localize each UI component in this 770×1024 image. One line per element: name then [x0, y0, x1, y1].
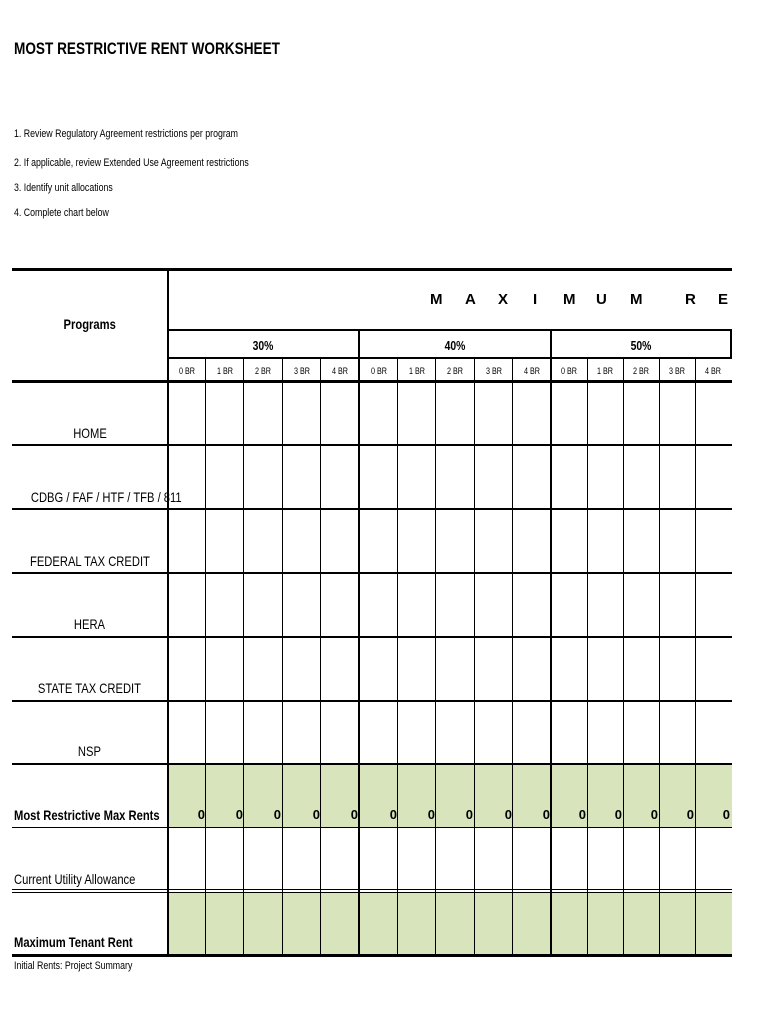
maximum-rent-letter: A — [465, 291, 476, 308]
program-label-federal-tax-credit: FEDERAL TAX CREDIT — [29, 553, 150, 569]
programs-header: Programs — [63, 316, 116, 332]
bedroom-header: 0 BR — [560, 366, 577, 376]
maximum-rent-letter: M — [430, 291, 443, 308]
max-rent-value: 0 — [312, 807, 320, 822]
maximum-rent-letter: M — [563, 291, 576, 308]
bedroom-header: 2 BR — [632, 366, 649, 376]
row-divider — [12, 892, 732, 893]
row-divider — [12, 636, 732, 638]
percent-group-50: 50% — [630, 338, 652, 353]
most-restrictive-label: Most Restrictive Max Rents — [14, 807, 160, 823]
table-top-border — [12, 268, 732, 271]
instruction-step-1: 1. Review Regulatory Agreement restrictions per program — [14, 128, 239, 140]
maximum-rent-letter: I — [533, 291, 538, 308]
bedroom-header: 4 BR — [331, 366, 348, 376]
max-rent-value: 0 — [350, 807, 358, 822]
bedroom-header: 4 BR — [704, 366, 721, 376]
maximum-rent-divider — [168, 329, 732, 331]
bedroom-header: 1 BR — [216, 366, 233, 376]
table-bottom-border — [12, 954, 732, 957]
bedroom-header: 2 BR — [446, 366, 463, 376]
column-line — [659, 358, 660, 956]
max-tenant-label: Maximum Tenant Rent — [14, 934, 133, 950]
bedroom-header: 0 BR — [178, 366, 195, 376]
bedroom-header: 2 BR — [254, 366, 271, 376]
max-rent-value: 0 — [578, 807, 586, 822]
bedroom-header: 3 BR — [293, 366, 310, 376]
column-line — [435, 358, 436, 956]
max-rent-value: 0 — [273, 807, 281, 822]
bedroom-header: 4 BR — [523, 366, 540, 376]
bedroom-header: 1 BR — [408, 366, 425, 376]
percent-divider — [168, 357, 732, 359]
max-tenant-fill — [168, 893, 732, 954]
max-rent-value: 0 — [722, 807, 730, 822]
header-bottom-border — [12, 380, 732, 383]
maximum-rent-letter: X — [498, 291, 509, 308]
column-line — [243, 358, 244, 956]
max-rent-value: 0 — [686, 807, 694, 822]
bedroom-header: 3 BR — [668, 366, 685, 376]
footnote: Initial Rents: Project Summary — [14, 960, 133, 972]
group-border — [550, 330, 552, 956]
instruction-step-3: 3. Identify unit allocations — [14, 182, 113, 194]
bedroom-header: 1 BR — [596, 366, 613, 376]
percent-group-40: 40% — [444, 338, 466, 353]
row-divider — [12, 889, 732, 890]
program-label-state-tax-credit: STATE TAX CREDIT — [37, 680, 142, 696]
row-divider — [12, 444, 732, 446]
column-line — [474, 358, 475, 956]
max-rent-value: 0 — [427, 807, 435, 822]
row-divider — [12, 763, 732, 765]
column-line — [397, 358, 398, 956]
group-border — [358, 330, 360, 956]
instruction-step-4: 4. Complete chart below — [14, 207, 109, 219]
row-divider — [12, 827, 732, 828]
group-border — [730, 330, 732, 358]
max-rent-value: 0 — [465, 807, 473, 822]
max-rent-value: 0 — [197, 807, 205, 822]
maximum-rent-letter: R — [685, 291, 696, 308]
column-line — [587, 358, 588, 956]
max-rent-value: 0 — [650, 807, 658, 822]
program-label-cdbg: CDBG / FAF / HTF / TFB / 811 — [30, 489, 182, 505]
utility-allowance-label: Current Utility Allowance — [14, 871, 136, 887]
maximum-rent-letter: U — [596, 291, 607, 308]
max-rent-value: 0 — [235, 807, 243, 822]
column-line — [695, 358, 696, 956]
max-rent-value: 0 — [614, 807, 622, 822]
program-label-hera: HERA — [73, 616, 106, 632]
column-line — [320, 358, 321, 956]
row-divider — [12, 572, 732, 574]
program-label-nsp: NSP — [77, 743, 102, 759]
max-rent-value: 0 — [542, 807, 550, 822]
percent-group-30: 30% — [252, 338, 274, 353]
column-line — [512, 358, 513, 956]
column-line — [205, 358, 206, 956]
column-line — [282, 358, 283, 956]
maximum-rent-letter: M — [630, 291, 643, 308]
program-label-home: HOME — [72, 425, 107, 441]
column-line — [623, 358, 624, 956]
bedroom-header: 3 BR — [485, 366, 502, 376]
page-title: MOST RESTRICTIVE RENT WORKSHEET — [14, 39, 280, 58]
bedroom-header: 0 BR — [370, 366, 387, 376]
max-rent-value: 0 — [504, 807, 512, 822]
row-divider — [12, 508, 732, 510]
maximum-rent-letter: E — [718, 291, 729, 308]
row-divider — [12, 700, 732, 702]
max-rent-value: 0 — [389, 807, 397, 822]
instruction-step-2: 2. If applicable, review Extended Use Agreement restrictions — [14, 157, 249, 169]
